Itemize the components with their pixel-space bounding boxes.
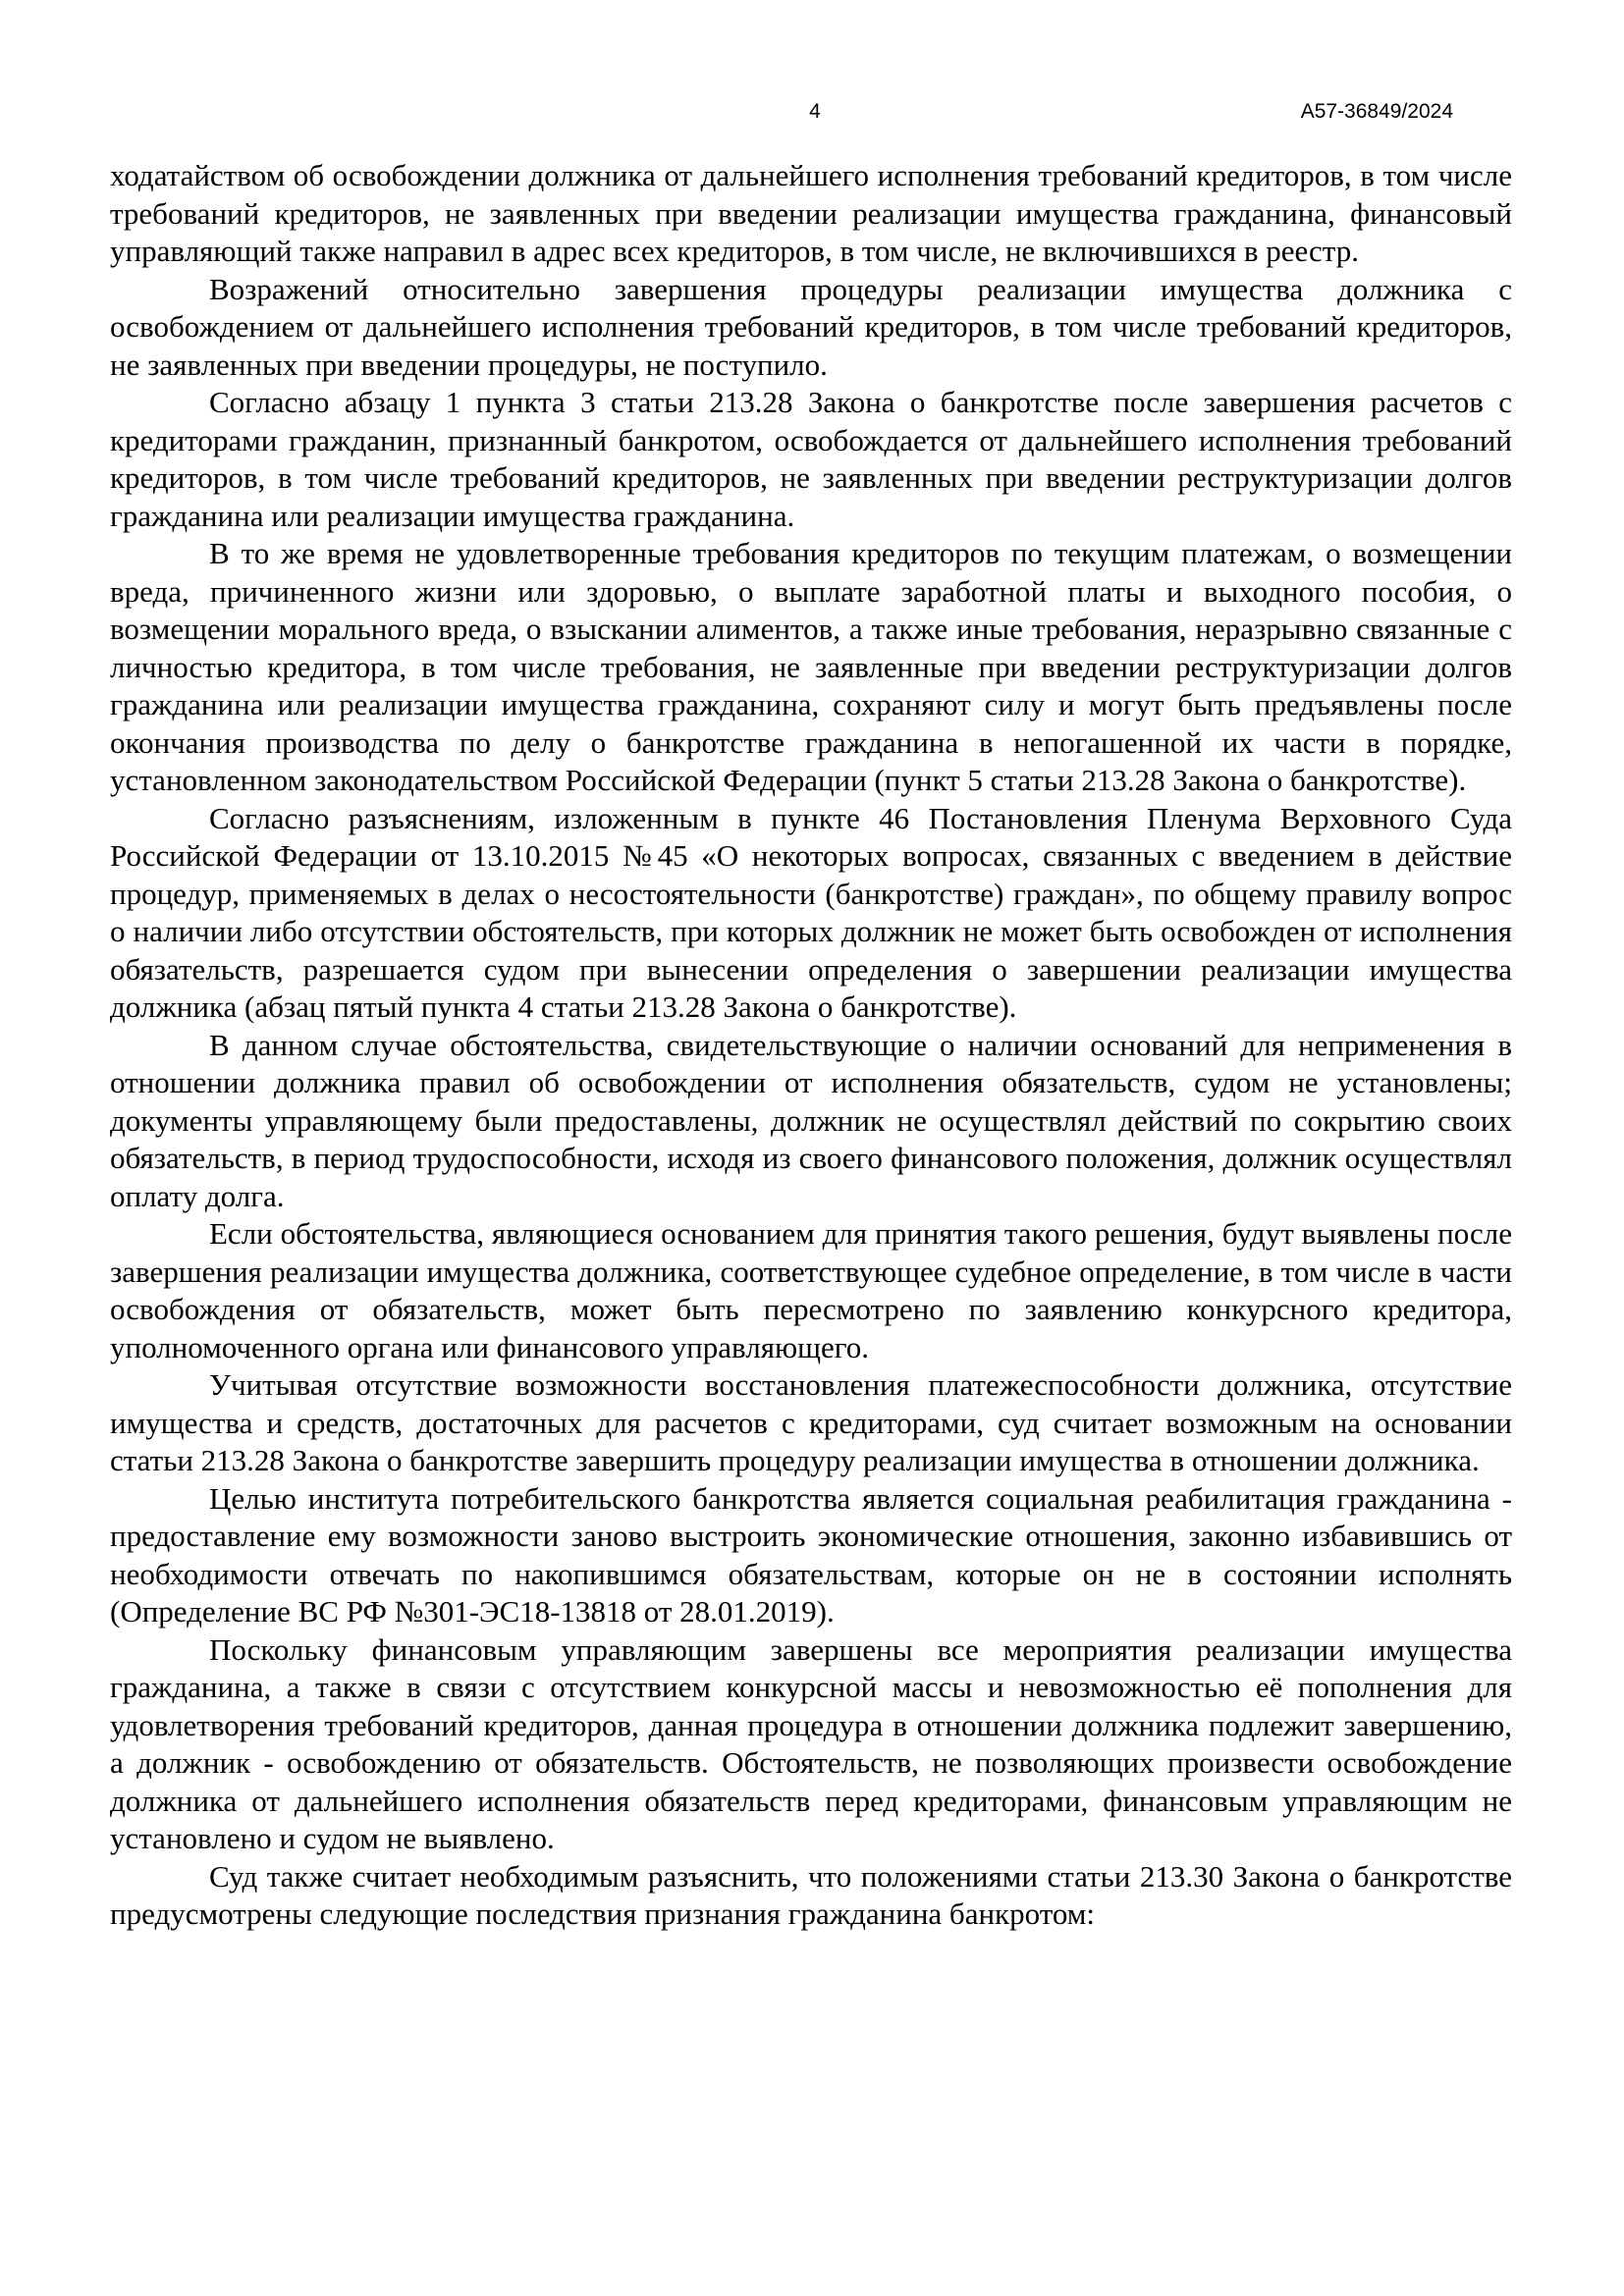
paragraph-no-objections: Возражений относительно завершения процедуры реализации имущества должника с освобождением от дальнейшего исполнения требований кредиторов, в том числе требований кредиторов, не заявленных при введении процедуры, не поступило. xyxy=(110,271,1512,382)
paragraph-consequences-intro: Суд также считает необходимым разъяснить, что положениями статьи 213.30 Закона о банкротстве предусмотрены следующие последствия признания гражданина банкротом: xyxy=(110,1858,1512,1931)
page-number: 4 xyxy=(809,100,821,123)
paragraph-continuation: ходатайством об освобождении должника от дальнейшего исполнения требований кредиторов, в том числе требований кредиторов, не заявленных при введении реализации имущества гражданина, финансовый управляющий также направил в адрес всех кредиторов, в том числе, не включившихся в реестр. xyxy=(110,158,1512,268)
paragraph-social-rehabilitation: Целью института потребительского банкротства является социальная реабилитация гражданина - предоставление ему возможности заново выстроить экономические отношения, законно избавившись от необходимости отвечать по накопившимся обязательствам, которые он не в состоянии исполнять (Определение ВС РФ №301-ЭС18-13818 от 28.01.2019). xyxy=(110,1480,1512,1629)
paragraph-court-conclusion: Учитывая отсутствие возможности восстановления платежеспособности должника, отсутствие имущества и средств, достаточных для расчетов с кредиторами, суд считает возможным на основании статьи 213.28 Закона о банкротстве завершить процедуру реализации имущества в отношении должника. xyxy=(110,1367,1512,1477)
document-body xyxy=(110,157,1512,1934)
paragraph-procedure-completion: Поскольку финансовым управляющим завершены все мероприятия реализации имущества гражданина, а также в связи с отсутствием конкурсной массы и невозможностью её пополнения для удовлетворения требований кредиторов, данная процедура в отношении должника подлежит завершению, а должник - освобождению от обязательств. Обстоятельств, не позволяющих произвести освобождение должника от дальнейшего исполнения обязательств перед кредиторами, финансовым управляющим не установлено и судом не выявлено. xyxy=(110,1631,1512,1855)
case-number: А57-36849/2024 xyxy=(1300,100,1453,123)
paragraph-plenum-clarification: Согласно разъяснениям, изложенным в пункте 46 Постановления Пленума Верховного Суда Российской Федерации от 13.10.2015 №45 «О некоторых вопросах, связанных с введением в действие процедур, применяемых в делах о несостоятельности (банкротстве) граждан», по общему правилу вопрос о наличии либо отсутствии обстоятельств, при которых должник не может быть освобожден от исполнения обязательств, разрешается судом при вынесении определения о завершении реализации имущества должника (абзац пятый пункта 4 статьи 213.28 Закона о банкротстве). xyxy=(110,800,1512,1024)
paragraph-article-213-28-p3: Согласно абзацу 1 пункта 3 статьи 213.28 Закона о банкротстве после завершения расчетов с кредиторами гражданин, признанный банкротом, освобождается от дальнейшего исполнения требований кредиторов, в том числе требований кредиторов, не заявленных при введении реструктуризации долгов гражданина или реализации имущества гражданина. xyxy=(110,385,1512,533)
paragraph-circumstances-not-established: В данном случае обстоятельства, свидетельствующие о наличии оснований для неприменения в отношении должника правил об освобождении от исполнения обязательств, судом не установлены; документы управляющему были предоставлены, должник не осуществлял действий по сокрытию своих обязательств, в период трудоспособности, исходя из своего финансового положения, должник осуществлял оплату долга. xyxy=(110,1027,1512,1213)
paragraph-review-possibility: Если обстоятельства, являющиеся основанием для принятия такого решения, будут выявлены после завершения реализации имущества должника, соответствующее судебное определение, в том числе в части освобождения от обязательств, может быть пересмотрено по заявлению конкурсного кредитора, уполномоченного органа или финансового управляющего. xyxy=(110,1216,1512,1364)
paragraph-unsatisfied-claims: В то же время не удовлетворенные требования кредиторов по текущим платежам, о возмещении вреда, причиненного жизни или здоровью, о выплате заработной платы и выходного пособия, о возмещении морального вреда, о взыскании алиментов, а также иные требования, неразрывно связанные с личностью кредитора, в том числе требования, не заявленные при введении реструктуризации долгов гражданина или реализации имущества гражданина, сохраняют силу и могут быть предъявлены после окончания производства по делу о банкротстве гражданина в непогашенной их части в порядке, установленном законодательством Российской Федерации (пункт 5 статьи 213.28 Закона о банкротстве). xyxy=(110,536,1512,797)
